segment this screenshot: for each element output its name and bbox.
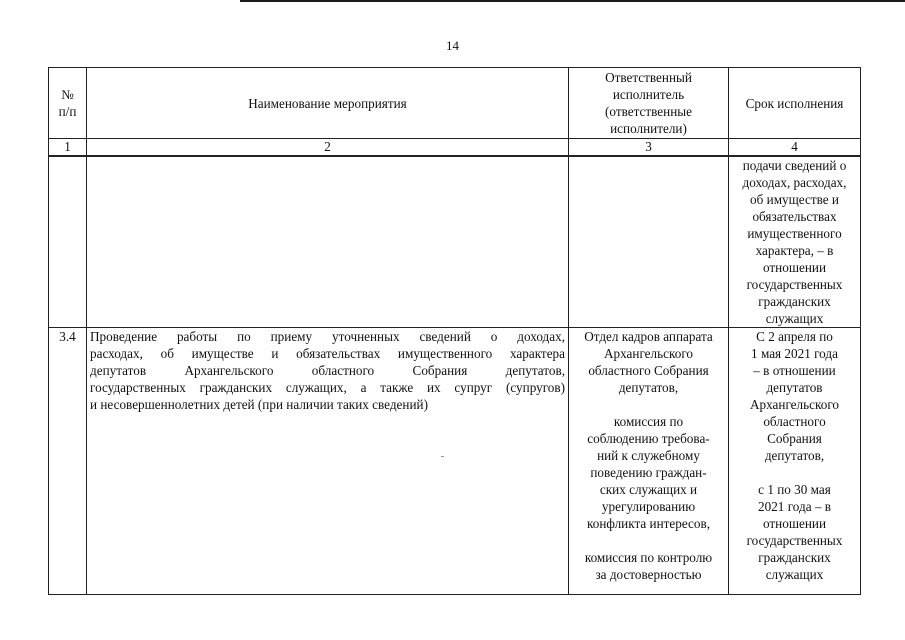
deadline-line: областного xyxy=(763,414,826,429)
continuation-deadline-cell xyxy=(729,156,861,328)
responsible-line: за достоверностью xyxy=(595,567,702,582)
scan-speck xyxy=(441,456,444,457)
responsible-line: Архангельского xyxy=(604,346,693,361)
column-number: 2 xyxy=(87,139,569,157)
deadline-line: характера, – в xyxy=(755,243,834,258)
row-deadline-cell xyxy=(729,328,861,595)
column-number: 1 xyxy=(49,139,87,157)
header-name-cell: Наименование мероприятия xyxy=(87,68,569,139)
responsible-line: комиссия по xyxy=(613,414,684,429)
continuation-row xyxy=(49,156,861,328)
deadline-line: государственных xyxy=(746,533,843,548)
continuation-number-cell xyxy=(49,156,87,328)
description-line: расходах, об имуществе и обязательствах имущественного характера xyxy=(90,346,565,361)
description-line: государственных гражданских служащих, а также их супруг (супругов) xyxy=(90,380,565,395)
deadline-line: отношении xyxy=(762,516,826,531)
deadline-line: депутатов, xyxy=(764,448,825,463)
deadline-line: с 1 по 30 мая xyxy=(758,482,831,497)
responsible-line: конфликта интересов, xyxy=(586,516,711,531)
deadline-line: служащих xyxy=(765,311,824,326)
description-line: депутатов Архангельского областного Собрания депутатов, xyxy=(90,363,565,378)
column-numbers-row xyxy=(49,139,861,157)
column-number: 4 xyxy=(729,139,861,157)
deadline-line: Архангельского xyxy=(750,397,839,412)
responsible-line: ний к служебному xyxy=(597,448,700,463)
table-row-3-4 xyxy=(49,328,861,595)
header-number-cell xyxy=(49,68,87,139)
top-edge-rule xyxy=(240,0,905,2)
deadline-line: депутатов xyxy=(766,380,823,395)
paragraph-gap xyxy=(732,464,857,481)
deadline-line: гражданских xyxy=(758,550,831,565)
responsible-line: поведению граждан- xyxy=(590,465,707,480)
continuation-responsible-cell xyxy=(569,156,729,328)
header-responsible-line: (ответственные xyxy=(605,104,692,119)
deadline-line: имущественного xyxy=(747,226,842,241)
header-number-line: п/п xyxy=(58,104,77,119)
paragraph-gap xyxy=(572,532,725,549)
description-line: Проведение работы по приему уточненных сведений о доходах, xyxy=(90,329,565,344)
deadline-line: государственных xyxy=(746,277,843,292)
deadline-line: подачи сведений о xyxy=(742,158,847,173)
column-number: 3 xyxy=(569,139,729,157)
page-number: 14 xyxy=(446,38,459,53)
deadline-line: об имуществе и xyxy=(750,192,839,207)
header-deadline-cell: Срок исполнения xyxy=(729,68,861,139)
table-header-row xyxy=(49,68,861,139)
responsible-line: депутатов, xyxy=(618,380,679,395)
deadline-line: отношении xyxy=(762,260,826,275)
continuation-name-cell xyxy=(87,156,569,328)
responsible-line: ских служащих и xyxy=(599,482,698,497)
deadline-line: служащих xyxy=(765,567,824,582)
deadline-line: гражданских xyxy=(758,294,831,309)
responsible-line: областного Собрания xyxy=(588,363,709,378)
deadline-line: 2021 года – в xyxy=(758,499,831,514)
row-responsible-cell xyxy=(569,328,729,595)
deadline-line: Собрания xyxy=(767,431,822,446)
paragraph-gap xyxy=(572,396,725,413)
row-description-cell xyxy=(87,328,569,595)
responsible-line: урегулированию xyxy=(601,499,696,514)
deadline-line: доходах, расходах, xyxy=(742,175,847,190)
header-number-line: № xyxy=(61,87,74,102)
header-responsible-line: исполнители) xyxy=(610,121,687,136)
responsible-line: Отдел кадров аппарата xyxy=(584,329,713,344)
header-responsible-line: исполнитель xyxy=(612,87,685,102)
plan-table xyxy=(48,67,861,595)
header-responsible-cell xyxy=(569,68,729,139)
description-line: и несовершеннолетних детей (при наличии таких сведений) xyxy=(90,397,428,412)
deadline-line: С 2 апреля по xyxy=(756,329,833,344)
responsible-line: комиссия по контролю xyxy=(584,550,713,565)
deadline-line: обязательствах xyxy=(752,209,837,224)
deadline-line: – в отношении xyxy=(753,363,836,378)
header-responsible-line: Ответственный xyxy=(605,70,692,85)
row-number-cell: 3.4 xyxy=(49,328,87,595)
deadline-line: 1 мая 2021 года xyxy=(751,346,838,361)
responsible-line: соблюдению требова- xyxy=(587,431,710,446)
